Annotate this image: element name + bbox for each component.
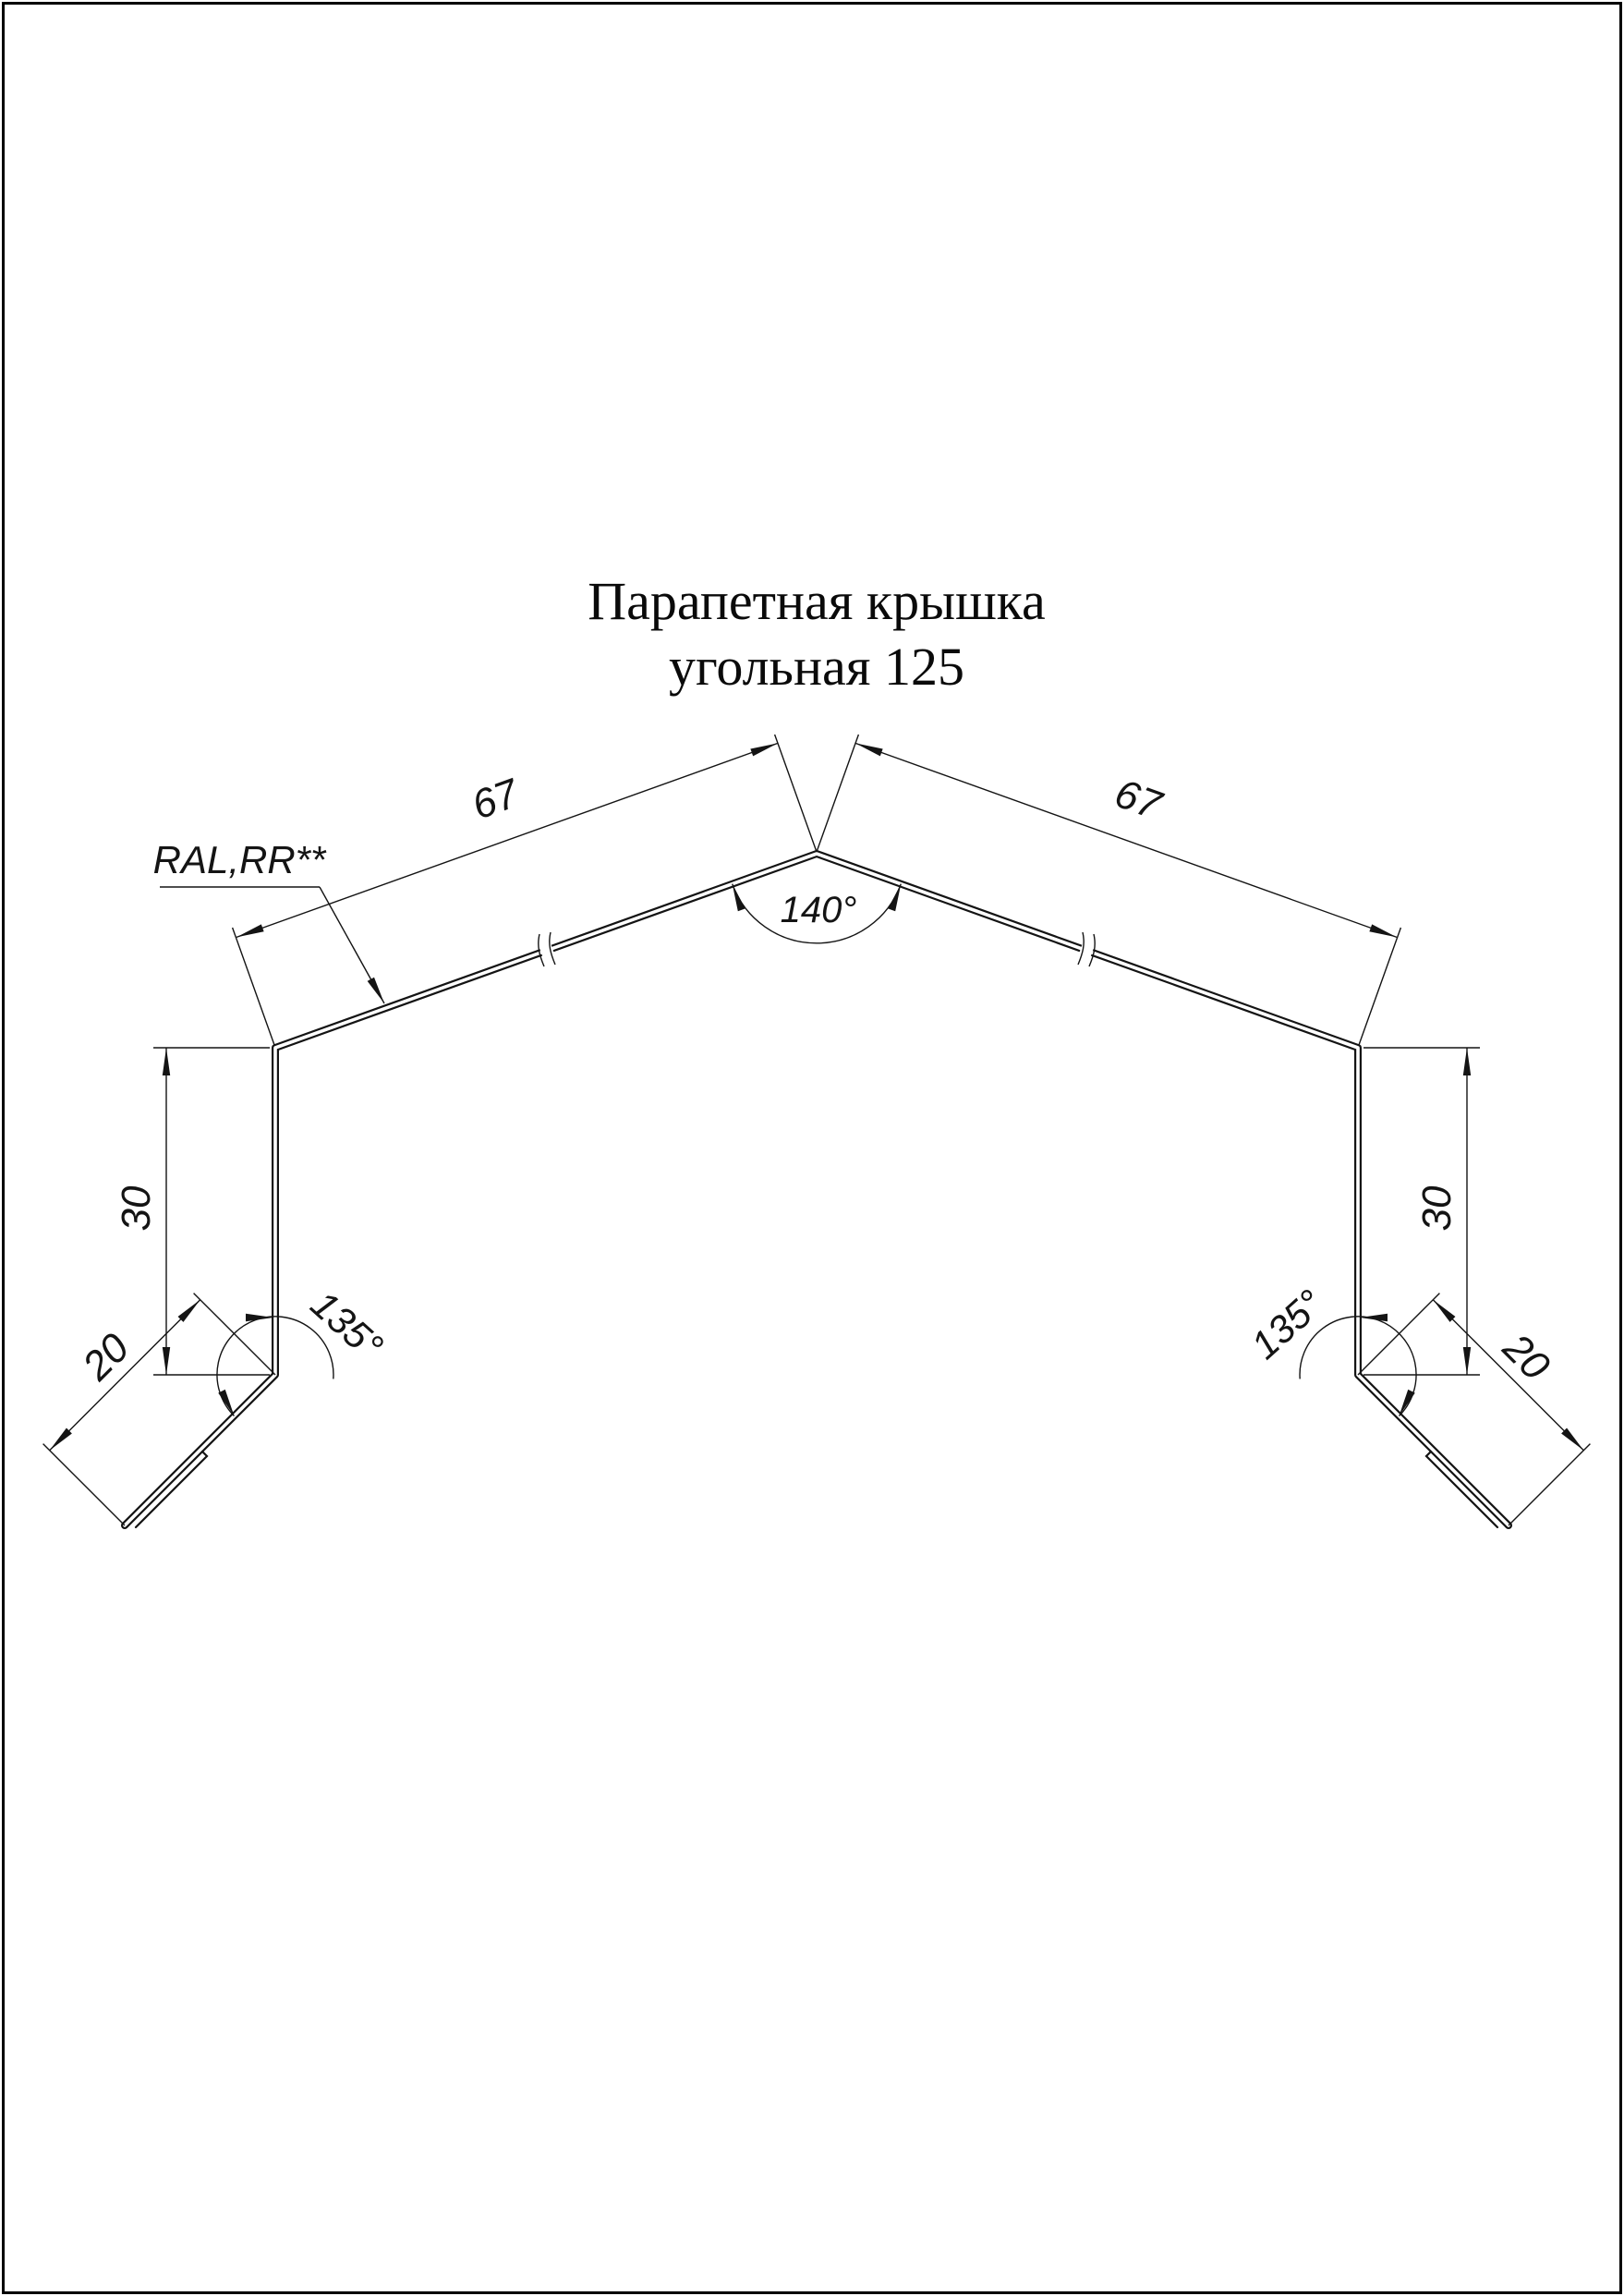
dim-135-left-label: 135° <box>302 1282 392 1368</box>
dimension-arrowhead <box>163 1048 170 1075</box>
right67-extension-apex <box>817 735 858 852</box>
right-hem-fold-line <box>1426 1452 1497 1527</box>
dimension-arrowhead <box>236 924 264 937</box>
dimension-arrowhead <box>1561 1428 1583 1451</box>
dim-67-left-label: 67 <box>466 771 525 829</box>
dimension-arrowhead <box>1369 924 1397 937</box>
dimension-arrowhead <box>733 884 745 912</box>
dim-30-left-label: 30 <box>114 1185 159 1232</box>
dimension-arrowhead <box>178 1300 200 1322</box>
dimension-arrowhead <box>218 1390 234 1416</box>
dimension-arrowhead <box>246 1314 273 1321</box>
drawing-title-line2: угольная 125 <box>669 637 964 697</box>
profile-core <box>125 854 1509 1525</box>
dimension-arrowhead <box>1400 1390 1415 1416</box>
dimension-arrowhead <box>50 1428 72 1451</box>
dimension-arrowhead <box>1463 1347 1471 1375</box>
right67-extension-bend <box>1359 928 1400 1045</box>
dim-20-right-label: 20 <box>1494 1325 1558 1390</box>
dimension-arrowhead <box>888 884 901 912</box>
dimension-arrowhead <box>855 743 883 756</box>
dimension-arrowhead <box>163 1347 170 1375</box>
left67-extension-bend <box>233 928 274 1045</box>
dim-135-right-label: 135° <box>1242 1281 1332 1367</box>
dimension-arrowhead <box>1463 1048 1471 1075</box>
profile-outline <box>125 854 1509 1525</box>
dimension-arrowhead <box>1433 1300 1455 1322</box>
left-hem-fold-line <box>136 1452 207 1527</box>
dim-30-right-label: 30 <box>1414 1185 1460 1232</box>
dim-67-right-label: 67 <box>1109 771 1168 829</box>
dimension-arrowhead <box>1360 1314 1388 1321</box>
dimension-arrowhead <box>750 743 778 756</box>
dim-20-left-label: 20 <box>74 1325 139 1390</box>
material-label: RAL,RR** <box>152 838 326 881</box>
dimension-arrowhead <box>368 978 384 1003</box>
dim-140-apex-angle-label: 140° <box>780 890 857 930</box>
left20-extension-tip <box>43 1444 125 1525</box>
right20-extension-tip <box>1509 1444 1590 1525</box>
left67-extension-apex <box>775 735 817 852</box>
drawing-title-line1: Парапетная крышка <box>588 571 1046 631</box>
